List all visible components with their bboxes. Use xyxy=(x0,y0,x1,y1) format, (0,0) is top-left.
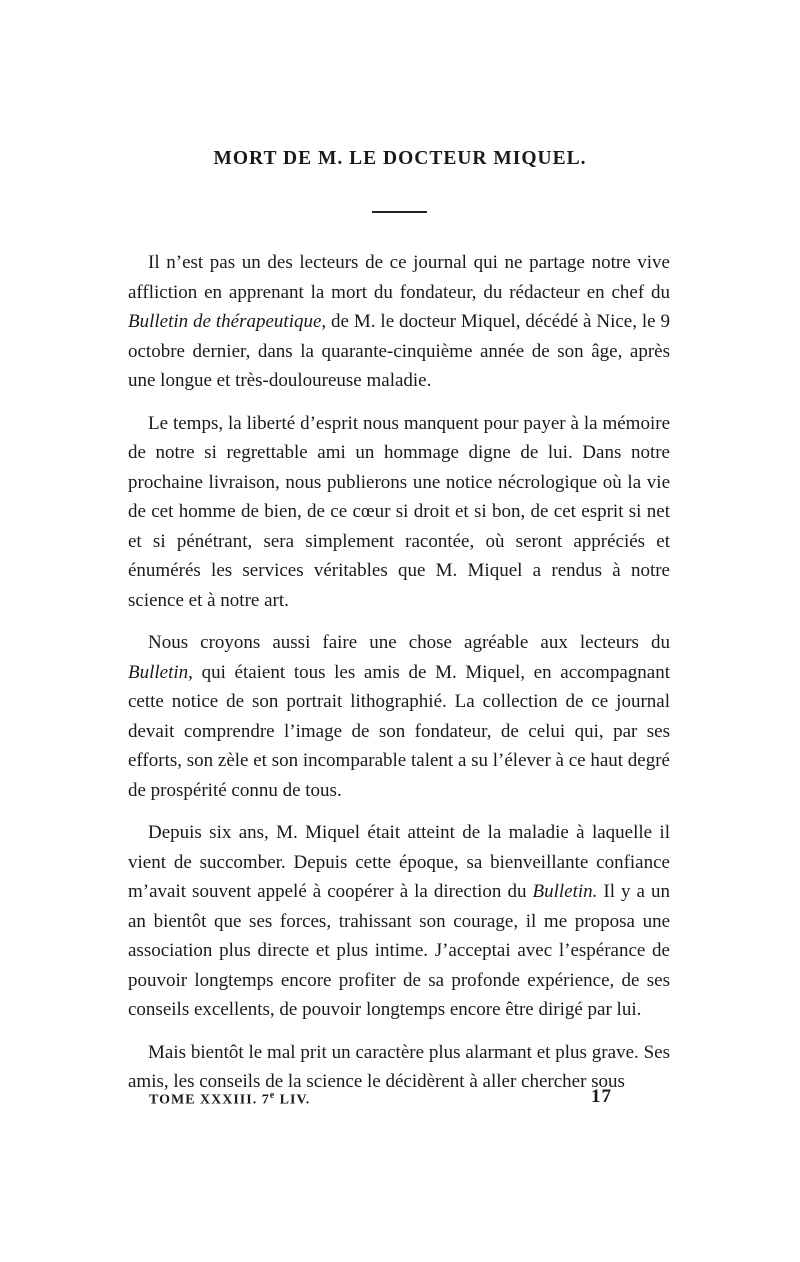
page-title: MORT DE M. LE DOCTEUR MIQUEL. xyxy=(213,148,587,169)
paragraph-5: Mais bientôt le mal prit un caractère plus alarmant et plus grave. Ses amis, les conseils de la science le décidèrent à aller chercher sous xyxy=(128,1041,670,1092)
page-number: 17 xyxy=(591,1086,612,1107)
paragraph-4: Depuis six ans, M. Miquel était atteint de la maladie à laquelle il vient de succomber. Depuis cette époque, sa bienveillante confiance m’avait souvent appelé à coopérer à la direction du Bulletin. Il y a un an bientôt que ses forces, trahissant son courage, il me proposa une association plus directe et plus intime. J’acceptai avec l’espérance de pouvoir longtemps encore profiter de sa profonde expérience, de ses conseils excellents, de pouvoir longtemps encore être dirigé par lui. xyxy=(128,822,670,1020)
livraison-superscript: e xyxy=(269,1090,276,1101)
title-divider xyxy=(372,211,427,213)
tome-label: TOME XXXIII. xyxy=(149,1092,258,1108)
volume-info xyxy=(149,1090,310,1109)
paragraph-1: Il n’est pas un des lecteurs de ce journal qui ne partage notre vive affliction en apprenant la mort du fondateur, du rédacteur en chef du Bulletin de thérapeutique, de M. le docteur Miquel, décédé à Nice, le 9 octobre dernier, dans la quarante-cinquième année de son âge, après une longue et très-douloureuse maladie. xyxy=(128,252,670,391)
livraison-number: 7 xyxy=(261,1092,270,1108)
paragraph-2: Le temps, la liberté d’esprit nous manquent pour payer à la mémoire de notre si regrettable ami un hommage digne de lui. Dans notre prochaine livraison, nous publierons une notice nécrologique où la vie de cet homme de bien, de ce cœur si droit et si bon, de cet esprit si net et si pénétrant, sera simplement racontée, où seront appréciés et énumérés les services véritables que M. Miquel a rendus à notre science et à notre art. xyxy=(128,412,670,611)
article-body xyxy=(128,248,670,1097)
livraison-label: LIV. xyxy=(279,1092,311,1108)
journal-title-italic: Bulletin de thérapeutique, xyxy=(128,311,327,332)
journal-title-italic: Bulletin. xyxy=(532,881,598,902)
paragraph-3: Nous croyons aussi faire une chose agréable aux lecteurs du Bulletin, qui étaient tous les amis de M. Miquel, en accompagnant cette notice de son portrait lithographié. La collection de ce journal devait comprendre l’image de son fondateur, de celui qui, par ses efforts, son zèle et son incomparable talent a su l’élever à ce haut degré de prospérité connu de tous. xyxy=(128,632,670,801)
journal-title-italic: Bulletin, xyxy=(128,661,193,683)
page-footer xyxy=(128,1088,670,1112)
